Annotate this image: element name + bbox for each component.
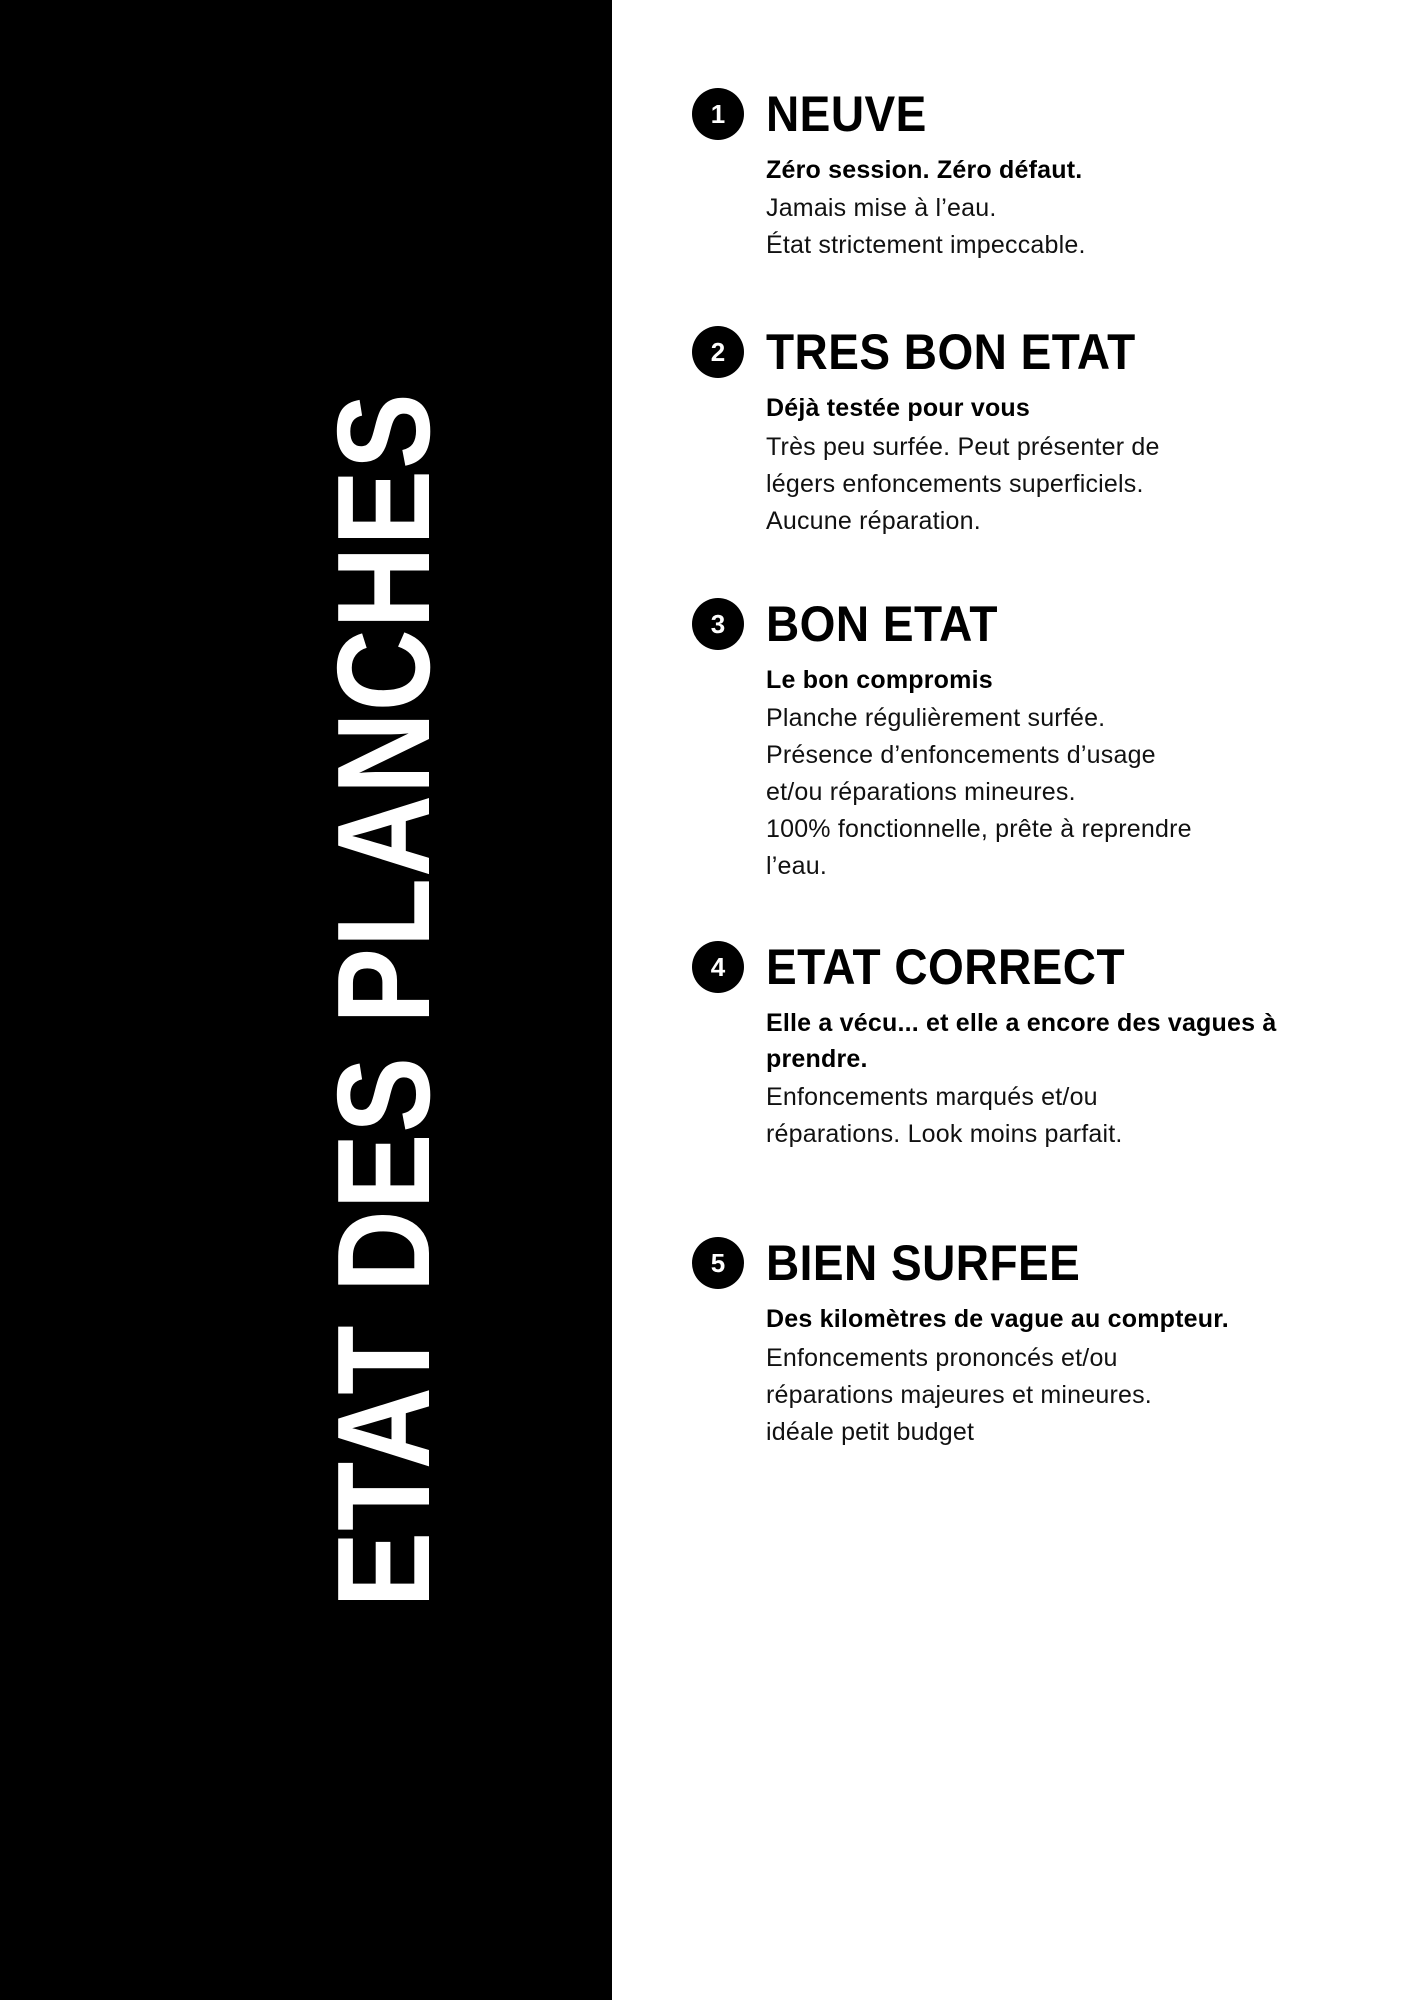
left-black-panel (0, 0, 612, 2000)
description-line: Planche régulièrement surfée. (766, 703, 1106, 732)
item-header (692, 88, 1352, 140)
number-badge: 2 (692, 326, 744, 378)
description-line: réparations. Look moins parfait. (766, 1120, 1123, 1149)
conditions-list (612, 0, 1414, 2000)
item-description (766, 1079, 1352, 1153)
item-title: ETAT CORRECT (766, 938, 1126, 995)
list-item (692, 1237, 1352, 1450)
item-lead: Elle a vécu... et elle a encore des vagues à prendre. (766, 1008, 1277, 1073)
description-line: Enfoncements prononcés et/ou (766, 1343, 1118, 1372)
item-description (766, 700, 1352, 885)
number-badge: 1 (692, 88, 744, 140)
item-body (766, 1005, 1352, 1154)
item-lead: Zéro session. Zéro défaut. (766, 156, 1083, 184)
item-title: BIEN SURFEE (766, 1235, 1081, 1292)
description-line: l’eau. (766, 851, 827, 880)
item-body (766, 390, 1352, 539)
description-line: idéale petit budget (766, 1417, 975, 1446)
list-item (692, 938, 1352, 1154)
item-lead: Le bon compromis (766, 665, 993, 694)
item-description (766, 429, 1352, 540)
description-line: et/ou réparations mineures. (766, 777, 1076, 806)
item-header (692, 1235, 1352, 1292)
item-body (766, 662, 1352, 885)
number-badge: 5 (692, 1237, 744, 1289)
item-title: TRES BON ETAT (766, 324, 1136, 381)
item-description (766, 1340, 1352, 1451)
item-body (766, 1301, 1352, 1450)
list-item (692, 326, 1352, 539)
page-title: ETAT DES PLANCHES (310, 392, 457, 1608)
description-line: réparations majeures et mineures. (766, 1380, 1152, 1409)
item-description (766, 190, 1352, 264)
number-badge: 3 (692, 598, 744, 650)
description-line: 100% fonctionnelle, prête à reprendre (766, 814, 1192, 843)
description-line: Très peu surfée. Peut présenter de (766, 432, 1160, 461)
item-header (692, 324, 1352, 381)
list-item (692, 595, 1352, 885)
item-title: NEUVE (766, 86, 927, 142)
list-item (692, 88, 1352, 264)
description-line: Jamais mise à l’eau. (766, 194, 997, 223)
description-line: légers enfoncements superficiels. (766, 469, 1144, 498)
item-header (692, 938, 1352, 995)
vertical-title-container (0, 0, 612, 2000)
item-title: BON ETAT (766, 595, 998, 652)
description-line: État strictement impeccable. (766, 231, 1086, 260)
description-line: Aucune réparation. (766, 506, 981, 535)
item-body (766, 152, 1352, 264)
item-header (692, 595, 1352, 652)
description-line: Enfoncements marqués et/ou (766, 1083, 1098, 1112)
item-lead: Des kilomètres de vague au compteur. (766, 1305, 1229, 1334)
description-line: Présence d’enfoncements d’usage (766, 740, 1156, 769)
item-lead: Déjà testée pour vous (766, 394, 1031, 423)
number-badge: 4 (692, 941, 744, 993)
